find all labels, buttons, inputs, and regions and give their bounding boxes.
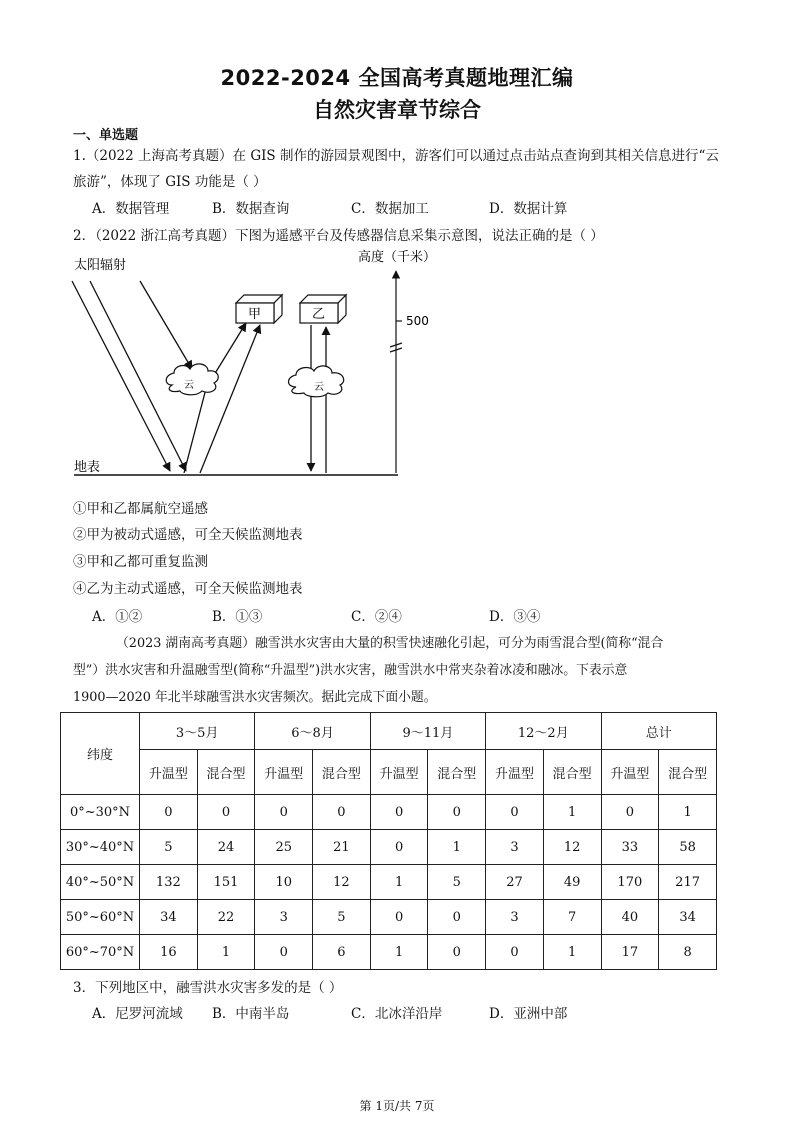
type-header: 混合型 <box>197 750 255 795</box>
q3-option-c: C．北冰洋沿岸 <box>351 1006 443 1022</box>
q3-option-b: B．中南半岛 <box>212 1006 290 1022</box>
table-cell: 0 <box>197 795 255 830</box>
total-header: 总计 <box>601 713 717 750</box>
passage-line-3: 1900—2020 年北半球融雪洪水灾害频次。据此完成下面小题。 <box>73 690 437 705</box>
sun-radiation-label: 太阳辐射 <box>74 258 127 273</box>
type-header: 升温型 <box>370 750 428 795</box>
q1-option-a: A．数据管理 <box>92 201 170 217</box>
table-cell: 25 <box>255 830 313 865</box>
table-header-row <box>61 713 717 750</box>
sun-ray-1 <box>72 281 170 471</box>
q2-option-d: D．③④ <box>489 609 541 625</box>
latitude-cell: 30°~40°N <box>61 830 140 865</box>
table-cell: 24 <box>197 830 255 865</box>
ground-label: 地表 <box>74 460 101 475</box>
type-header: 升温型 <box>601 750 659 795</box>
table-cell: 3 <box>486 830 544 865</box>
table-cell: 5 <box>313 900 371 935</box>
table-cell: 0 <box>601 795 659 830</box>
latitude-header: 纬度 <box>61 713 140 795</box>
table-cell: 0 <box>370 795 428 830</box>
table-cell: 1 <box>543 935 601 970</box>
remote-sensing-diagram <box>60 245 460 485</box>
period-header: 6～8月 <box>255 713 370 750</box>
altitude-value-label: 500 <box>406 314 429 328</box>
table-row <box>61 830 717 865</box>
table-cell: 10 <box>255 865 313 900</box>
table-row <box>61 795 717 830</box>
page-title: 2022-2024 全国高考真题地理汇编 <box>220 66 574 90</box>
q2-statement-2: ②甲为被动式遥感，可全天候监测地表 <box>73 527 303 543</box>
table-cell: 27 <box>486 865 544 900</box>
table-cell: 7 <box>543 900 601 935</box>
table-cell: 1 <box>197 935 255 970</box>
platform-b-label: 乙 <box>312 307 326 322</box>
table-cell: 6 <box>313 935 371 970</box>
table-cell: 8 <box>659 935 717 970</box>
q3-option-a: A．尼罗河流域 <box>92 1006 183 1022</box>
table-row <box>61 935 717 970</box>
cloud-2-label: 云 <box>314 382 324 393</box>
page-footer: 第 1页/共 7页 <box>359 1099 435 1113</box>
page-subtitle: 自然灾害章节综合 <box>313 98 481 122</box>
cloud-2 <box>289 366 344 397</box>
table-cell: 22 <box>197 900 255 935</box>
table-cell: 34 <box>659 900 717 935</box>
table-cell: 0 <box>428 795 486 830</box>
table-cell: 0 <box>486 935 544 970</box>
q1-stem-line2: 旅游”，体现了 GIS 功能是（ ） <box>73 174 267 190</box>
platform-b <box>300 295 346 323</box>
table-subheader-row <box>61 750 717 795</box>
q1-option-c: C．数据加工 <box>351 201 429 217</box>
period-header: 9～11月 <box>370 713 485 750</box>
table-cell: 0 <box>255 935 313 970</box>
table-cell: 34 <box>140 900 198 935</box>
table-cell: 12 <box>313 865 371 900</box>
table-cell: 0 <box>428 935 486 970</box>
table-cell: 33 <box>601 830 659 865</box>
platform-a <box>236 295 282 323</box>
q3-stem: 3．下列地区中，融雪洪水灾害多发的是（ ） <box>73 980 343 996</box>
table-cell: 0 <box>486 795 544 830</box>
q2-stem: 2．（2022 浙江高考真题）下图为遥感平台及传感器信息采集示意图，说法正确的是（ ） <box>73 228 604 244</box>
table-cell: 0 <box>370 830 428 865</box>
latitude-cell: 40°~50°N <box>61 865 140 900</box>
type-header: 升温型 <box>255 750 313 795</box>
section-heading: 一、单选题 <box>73 128 139 143</box>
type-header: 混合型 <box>659 750 717 795</box>
type-header: 混合型 <box>543 750 601 795</box>
platform-a-label: 甲 <box>248 307 262 322</box>
table-cell: 58 <box>659 830 717 865</box>
table-cell: 12 <box>543 830 601 865</box>
table-cell: 5 <box>428 865 486 900</box>
q2-option-b: B．①③ <box>212 609 263 625</box>
cloud-reflection-ray <box>214 323 246 375</box>
table-cell: 1 <box>659 795 717 830</box>
table-cell: 3 <box>486 900 544 935</box>
passage-line-1: （2023 湖南高考真题）融雪洪水灾害由大量的积雪快速融化引起，可分为雨雪混合型(简称“混合 <box>116 636 664 651</box>
period-header: 12～2月 <box>486 713 601 750</box>
period-header: 3～5月 <box>140 713 255 750</box>
type-header: 混合型 <box>428 750 486 795</box>
q2-option-a: A．①② <box>92 609 143 625</box>
type-header: 混合型 <box>313 750 371 795</box>
q2-option-c: C．②④ <box>351 609 402 625</box>
cloud-1 <box>166 364 218 395</box>
table-cell: 5 <box>140 830 198 865</box>
table-cell: 132 <box>140 865 198 900</box>
passage-line-2: 型”）洪水灾害和升温融雪型(简称“升温型”)洪水灾害，融雪洪水中常夹杂着冰凌和融冰。下表示意 <box>73 663 628 678</box>
table-cell: 3 <box>255 900 313 935</box>
table-row <box>61 900 717 935</box>
table-cell: 40 <box>601 900 659 935</box>
table-cell: 0 <box>140 795 198 830</box>
table-cell: 49 <box>543 865 601 900</box>
table-cell: 1 <box>370 865 428 900</box>
sun-ray-to-cloud <box>140 281 192 369</box>
latitude-cell: 60°~70°N <box>61 935 140 970</box>
table-cell: 217 <box>659 865 717 900</box>
table-cell: 16 <box>140 935 198 970</box>
table-cell: 21 <box>313 830 371 865</box>
q1-option-b: B．数据查询 <box>212 201 290 217</box>
table-cell: 151 <box>197 865 255 900</box>
latitude-cell: 50°~60°N <box>61 900 140 935</box>
table-cell: 0 <box>428 900 486 935</box>
q2-statement-3: ③甲和乙都可重复监测 <box>73 554 208 570</box>
table-cell: 0 <box>255 795 313 830</box>
snowmelt-flood-table <box>60 712 717 970</box>
q3-option-d: D．亚洲中部 <box>489 1006 568 1022</box>
latitude-cell: 0°~30°N <box>61 795 140 830</box>
table-cell: 1 <box>428 830 486 865</box>
q2-statement-1: ①甲和乙都属航空遥感 <box>73 501 208 517</box>
q1-stem-line1: 1.（2022 上海高考真题）在 GIS 制作的游园景观图中，游客们可以通过点击站点查询到其相关信息进行“云 <box>73 148 719 164</box>
table-cell: 0 <box>370 900 428 935</box>
table-cell: 1 <box>370 935 428 970</box>
type-header: 升温型 <box>140 750 198 795</box>
table-cell: 17 <box>601 935 659 970</box>
table-cell: 170 <box>601 865 659 900</box>
ground-to-a-ray <box>200 325 260 473</box>
table-cell: 1 <box>543 795 601 830</box>
table-cell: 0 <box>313 795 371 830</box>
q1-option-d: D．数据计算 <box>489 201 568 217</box>
table-row <box>61 865 717 900</box>
cloud-1-label: 云 <box>184 380 194 391</box>
altitude-axis-label: 高度（千米） <box>358 250 437 265</box>
q2-statement-4: ④乙为主动式遥感，可全天候监测地表 <box>73 581 303 597</box>
type-header: 升温型 <box>486 750 544 795</box>
